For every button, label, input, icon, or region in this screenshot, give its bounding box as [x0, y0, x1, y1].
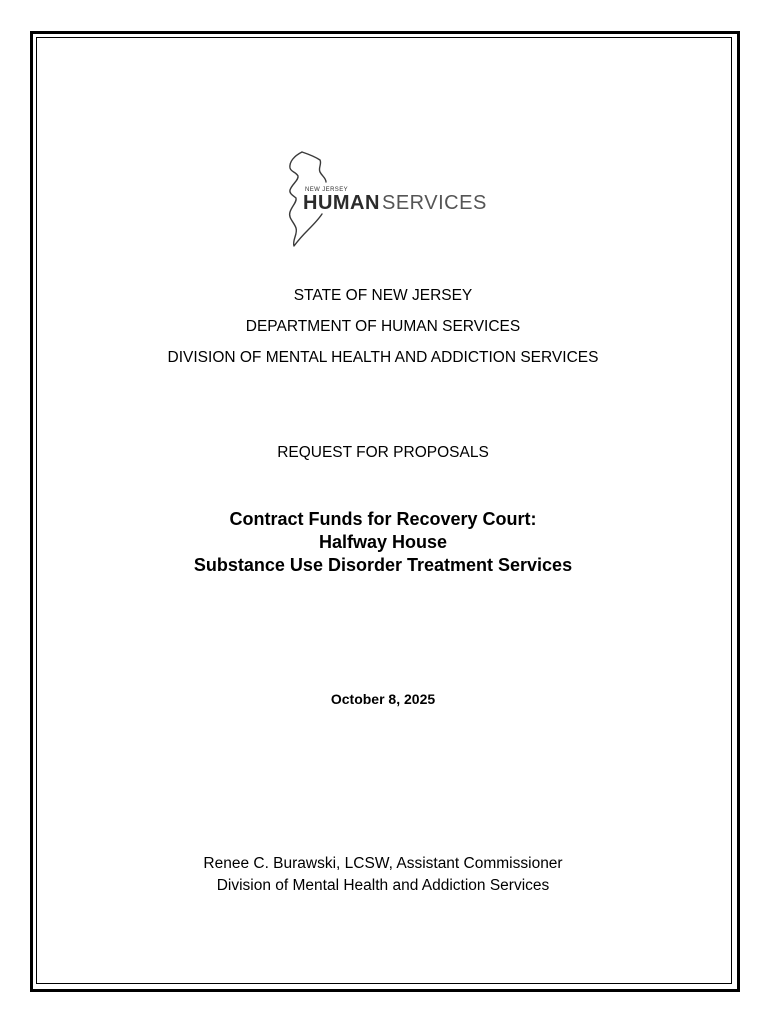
header-state: STATE OF NEW JERSEY: [293, 287, 473, 304]
document-title-line-3: Substance Use Disorder Treatment Services: [193, 555, 573, 575]
logo-human-wordmark: HUMAN: [303, 192, 380, 214]
header-division: DIVISION OF MENTAL HEALTH AND ADDICTION SERVICES: [167, 349, 599, 366]
signatory-name: Renee C. Burawski, LCSW, Assistant Commissioner: [203, 855, 563, 872]
nj-human-services-logo: [280, 150, 495, 250]
signatory-division: Division of Mental Health and Addiction Services: [216, 877, 550, 894]
logo-services-wordmark: SERVICES: [382, 192, 487, 214]
document-date: October 8, 2025: [330, 691, 436, 707]
rfp-label: REQUEST FOR PROPOSALS: [277, 444, 489, 461]
document-title-line-2: Halfway House: [318, 532, 448, 552]
logo-state-label: NEW JERSEY: [305, 187, 349, 193]
document-title-line-1: Contract Funds for Recovery Court:: [229, 509, 537, 529]
header-department: DEPARTMENT OF HUMAN SERVICES: [245, 318, 521, 335]
